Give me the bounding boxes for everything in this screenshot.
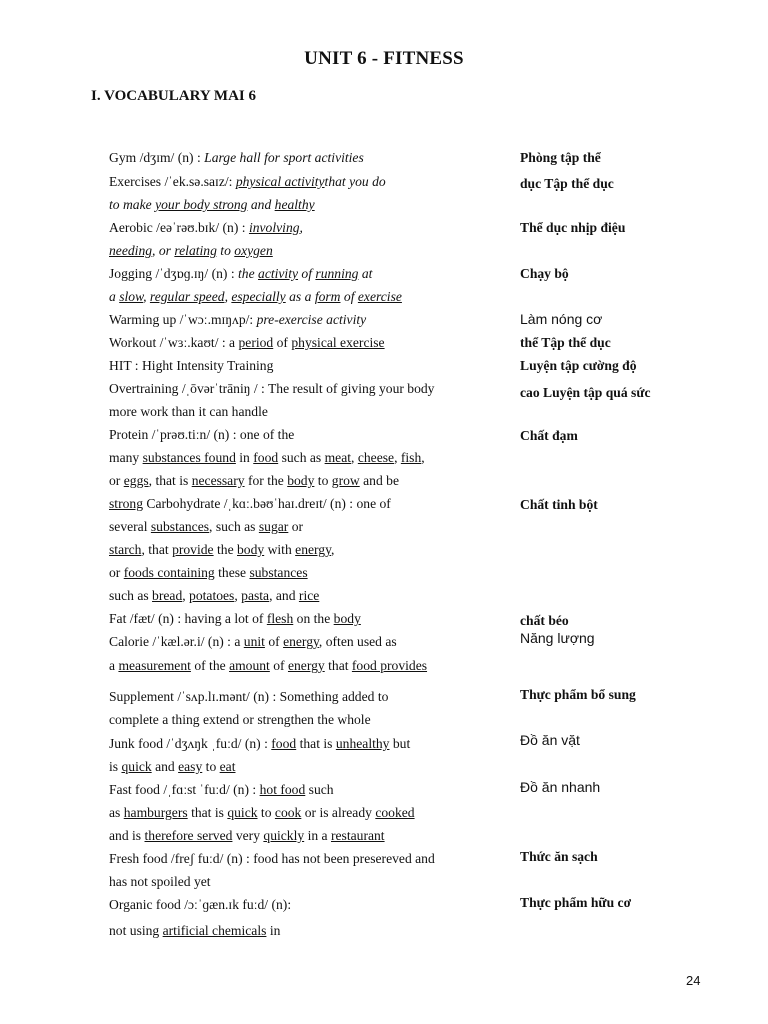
text-run: that is: [187, 805, 228, 820]
text-run: as: [109, 805, 124, 820]
text-run: in a: [304, 828, 331, 843]
section-heading: I. VOCABULARY MAI 6: [91, 88, 257, 104]
text-run: HIT : Hight Intensity Training: [109, 358, 274, 373]
underlined-keyword: fish: [400, 450, 422, 465]
text-run: , often used as: [318, 634, 397, 649]
vietnamese-translation: cao Luyện tập quá sức: [520, 385, 651, 400]
underlined-keyword: period: [238, 335, 274, 350]
text-run: or: [288, 519, 304, 534]
vocab-term-line: [109, 331, 385, 354]
underlined-keyword: therefore served: [144, 828, 233, 843]
underlined-keyword: unhealthy: [335, 736, 390, 751]
vocab-term-line: [109, 630, 397, 653]
text-run: ,: [351, 450, 358, 465]
text-run: such as: [278, 450, 325, 465]
text-run: but: [389, 736, 411, 751]
vocab-definition-line: [109, 824, 385, 847]
underlined-keyword: running: [315, 266, 359, 281]
text-run: several: [109, 519, 151, 534]
text-run: and is: [109, 828, 145, 843]
text-run: on the: [293, 611, 334, 626]
vietnamese-translation: Năng lượng: [520, 630, 595, 646]
text-run: , and: [269, 588, 299, 603]
text-run: , such as: [209, 519, 259, 534]
text-run: pre-exercise activity: [256, 312, 367, 327]
text-run: at: [358, 266, 373, 281]
text-run: to: [216, 243, 235, 258]
text-run: to: [257, 805, 275, 820]
underlined-keyword: restaurant: [330, 828, 385, 843]
underlined-keyword: substances found: [142, 450, 236, 465]
vocab-term-line: [109, 423, 294, 446]
underlined-keyword: potatoes: [189, 588, 235, 603]
text-run: Organic food /ɔːˈɡæn.ɪk fuːd/ (n):: [109, 897, 292, 912]
vocab-definition-line: [109, 469, 399, 492]
underlined-keyword: healthy: [274, 197, 315, 212]
text-run: ,: [224, 289, 232, 304]
vietnamese-translation: thể Tập thể dục: [520, 335, 611, 350]
underlined-keyword: grow: [331, 473, 360, 488]
underlined-keyword: sugar: [258, 519, 289, 534]
vietnamese-translation: Phòng tập thể: [520, 150, 601, 165]
underlined-keyword: necessary: [191, 473, 245, 488]
vocab-term-line: [109, 778, 334, 801]
underlined-keyword: food: [271, 736, 297, 751]
text-run: is: [109, 759, 122, 774]
text-run: Calorie /ˈkæl.ər.i/ (n) : a: [109, 634, 244, 649]
underlined-keyword: physical activity: [235, 174, 325, 189]
vocab-term-line: [109, 377, 434, 400]
text-run: these: [214, 565, 250, 580]
text-run: not using: [109, 923, 163, 938]
vocab-definition-line: [109, 801, 415, 824]
text-run: of: [340, 289, 358, 304]
vietnamese-translation: Thực phẩm hữu cơ: [520, 895, 632, 910]
text-run: with: [264, 542, 296, 557]
text-run: of: [269, 658, 288, 673]
text-run: Workout /ˈwɜː.kaʊt/ : a: [109, 335, 239, 350]
vocab-term-line: [109, 308, 366, 331]
underlined-keyword: meat: [324, 450, 352, 465]
underlined-keyword: pasta: [241, 588, 270, 603]
underlined-keyword: quickly: [263, 828, 305, 843]
text-run: , that: [141, 542, 173, 557]
underlined-keyword: food: [253, 450, 279, 465]
text-run: of: [298, 266, 316, 281]
page-number: 24: [686, 973, 701, 988]
text-run: Exercises /ˈek.sə.saɪz/:: [109, 174, 236, 189]
text-run: such as: [109, 588, 153, 603]
vocab-definition-line: [109, 400, 268, 423]
vocab-definition-line: [109, 285, 402, 308]
text-run: or is already: [301, 805, 376, 820]
underlined-keyword: foods containing: [123, 565, 215, 580]
vietnamese-translation: Luyện tập cường độ: [520, 358, 637, 373]
underlined-keyword: cooked: [375, 805, 415, 820]
vietnamese-translation: Thực phẩm bổ sung: [520, 687, 636, 702]
text-run: ,: [234, 588, 242, 603]
text-run: more work than it can handle: [109, 404, 268, 419]
vocab-term-line: [109, 847, 435, 870]
vietnamese-translation: Chất tinh bột: [520, 497, 598, 512]
vietnamese-translation: Thức ăn sạch: [520, 849, 598, 864]
text-run: to: [314, 473, 332, 488]
text-run: to: [202, 759, 220, 774]
underlined-keyword: form: [314, 289, 341, 304]
underlined-keyword: oxygen: [234, 243, 273, 258]
underlined-keyword: strong: [109, 496, 143, 511]
text-run: or: [109, 473, 124, 488]
text-run: as a: [285, 289, 315, 304]
text-run: Overtraining /ˌōvərˈtrāniŋ / : The result of giving your body: [109, 381, 435, 396]
text-run: ,: [182, 588, 190, 603]
vietnamese-translation: Đồ ăn vặt: [520, 732, 580, 748]
text-run: ,: [331, 542, 335, 557]
underlined-keyword: substances: [249, 565, 308, 580]
text-run: Aerobic /eəˈrəʊ.bɪk/ (n) :: [109, 220, 249, 235]
vietnamese-translation: chất béo: [520, 613, 569, 628]
underlined-keyword: your body strong: [155, 197, 248, 212]
text-run: and: [247, 197, 275, 212]
text-run: that is: [296, 736, 336, 751]
unit-title: UNIT 6 - FITNESS: [304, 48, 464, 69]
text-run: Supplement /ˈsʌp.lɪ.mənt/ (n) : Something added to: [109, 689, 389, 704]
vocab-definition-line: [109, 584, 319, 607]
underlined-keyword: hot food: [259, 782, 306, 797]
vocab-definition-line: [109, 239, 273, 262]
underlined-keyword: hamburgers: [123, 805, 188, 820]
underlined-keyword: slow: [119, 289, 144, 304]
underlined-keyword: physical exercise: [291, 335, 385, 350]
text-run: and be: [359, 473, 399, 488]
underlined-keyword: unit: [243, 634, 265, 649]
vocab-term-line: [109, 216, 303, 239]
text-run: complete a thing extend or strengthen the whole: [109, 712, 371, 727]
underlined-keyword: cook: [274, 805, 302, 820]
vocab-term-line: [109, 607, 361, 630]
vocab-definition-line: [109, 870, 211, 893]
underlined-keyword: body: [237, 542, 265, 557]
vocab-term-line: [109, 170, 386, 193]
vietnamese-translation: Đồ ăn nhanh: [520, 779, 601, 795]
underlined-keyword: substances: [150, 519, 210, 534]
underlined-keyword: needing: [109, 243, 153, 258]
text-run: has not spoiled yet: [109, 874, 211, 889]
underlined-keyword: eggs: [123, 473, 149, 488]
text-run: Protein /ˈprəʊ.tiːn/ (n) : one of the: [109, 427, 295, 442]
text-run: in: [235, 450, 254, 465]
underlined-keyword: measurement: [118, 658, 191, 673]
vocab-definition-line: [109, 561, 308, 584]
underlined-keyword: eat: [219, 759, 236, 774]
underlined-keyword: rice: [298, 588, 320, 603]
vocab-definition-line: [109, 446, 425, 469]
underlined-keyword: relating: [174, 243, 217, 258]
text-run: the: [213, 542, 237, 557]
vocab-definition-line: [109, 919, 280, 942]
underlined-keyword: provide: [172, 542, 214, 557]
text-run: Jogging /ˈdʒɒɡ.ɪŋ/ (n) :: [109, 266, 238, 281]
underlined-keyword: body: [333, 611, 361, 626]
text-run: Fast food /ˌfɑːst ˈfuːd/ (n) :: [109, 782, 260, 797]
underlined-keyword: flesh: [266, 611, 294, 626]
text-run: Fat /fæt/ (n) : having a lot of: [109, 611, 267, 626]
vocab-term-line: [109, 492, 391, 515]
text-run: in: [266, 923, 281, 938]
text-run: such: [305, 782, 334, 797]
text-run: and: [151, 759, 179, 774]
text-run: of: [264, 634, 284, 649]
vocab-definition-line: [109, 193, 315, 216]
underlined-keyword: activity: [258, 266, 299, 281]
underlined-keyword: easy: [178, 759, 203, 774]
underlined-keyword: exercise: [357, 289, 402, 304]
vocab-term-line: [109, 685, 388, 708]
text-run: ,: [421, 450, 425, 465]
text-run: Warming up /ˈwɔː.mɪŋʌp/:: [109, 312, 257, 327]
vocab-term-line: [109, 146, 364, 169]
vocab-definition-line: [109, 708, 371, 731]
text-run: Gym /dʒɪm/ (n) :: [109, 150, 205, 165]
text-run: a: [109, 658, 119, 673]
underlined-keyword: amount: [229, 658, 270, 673]
text-run: that you do: [324, 174, 386, 189]
underlined-keyword: quick: [121, 759, 152, 774]
underlined-keyword: quick: [227, 805, 258, 820]
vocab-term-line: [109, 262, 372, 285]
text-run: Junk food /ˈdʒʌŋk ˌfuːd/ (n) :: [109, 736, 272, 751]
vocab-term-line: [109, 732, 410, 755]
text-run: of: [273, 335, 292, 350]
vietnamese-translation: Thể dục nhịp điệu: [520, 220, 626, 235]
underlined-keyword: cheese: [357, 450, 395, 465]
text-run: ,: [143, 289, 150, 304]
underlined-keyword: involving: [248, 220, 300, 235]
vocab-definition-line: [109, 538, 334, 561]
text-run: that: [324, 658, 352, 673]
text-run: , or: [152, 243, 175, 258]
text-run: , that is: [148, 473, 192, 488]
text-run: Carbohydrate /ˌkɑː.bəʊˈhaɪ.dreɪt/ (n) : one of: [142, 496, 391, 511]
underlined-keyword: energy: [283, 634, 319, 649]
vietnamese-translation: Chạy bộ: [520, 266, 569, 281]
underlined-keyword: body: [287, 473, 315, 488]
text-run: the: [238, 266, 259, 281]
text-run: Large hall for sport activities: [204, 150, 364, 165]
underlined-keyword: energy: [287, 658, 325, 673]
vocab-definition-line: [109, 515, 303, 538]
underlined-keyword: especially: [231, 289, 286, 304]
text-run: or: [109, 565, 124, 580]
underlined-keyword: starch: [109, 542, 142, 557]
vocab-definition-line: [109, 755, 236, 778]
text-run: very: [232, 828, 264, 843]
text-run: ,: [299, 220, 303, 235]
text-run: for the: [244, 473, 288, 488]
text-run: of the: [190, 658, 230, 673]
text-run: a: [109, 289, 120, 304]
underlined-keyword: artificial chemicals: [162, 923, 267, 938]
underlined-keyword: energy: [295, 542, 332, 557]
underlined-keyword: bread: [152, 588, 183, 603]
text-run: to make: [109, 197, 156, 212]
vietnamese-translation: dục Tập thể dục: [520, 176, 614, 191]
vietnamese-translation: Làm nóng cơ: [520, 311, 603, 327]
text-run: ,: [394, 450, 401, 465]
vietnamese-translation: Chất đạm: [520, 428, 578, 443]
text-run: Fresh food /freʃ fuːd/ (n) : food has not been presereved and: [109, 851, 435, 866]
vocab-term-line: [109, 354, 273, 377]
underlined-keyword: regular speed: [149, 289, 225, 304]
text-run: many: [109, 450, 143, 465]
vocab-definition-line: [109, 654, 427, 677]
underlined-keyword: food provides: [351, 658, 428, 673]
vocab-term-line: [109, 893, 291, 916]
